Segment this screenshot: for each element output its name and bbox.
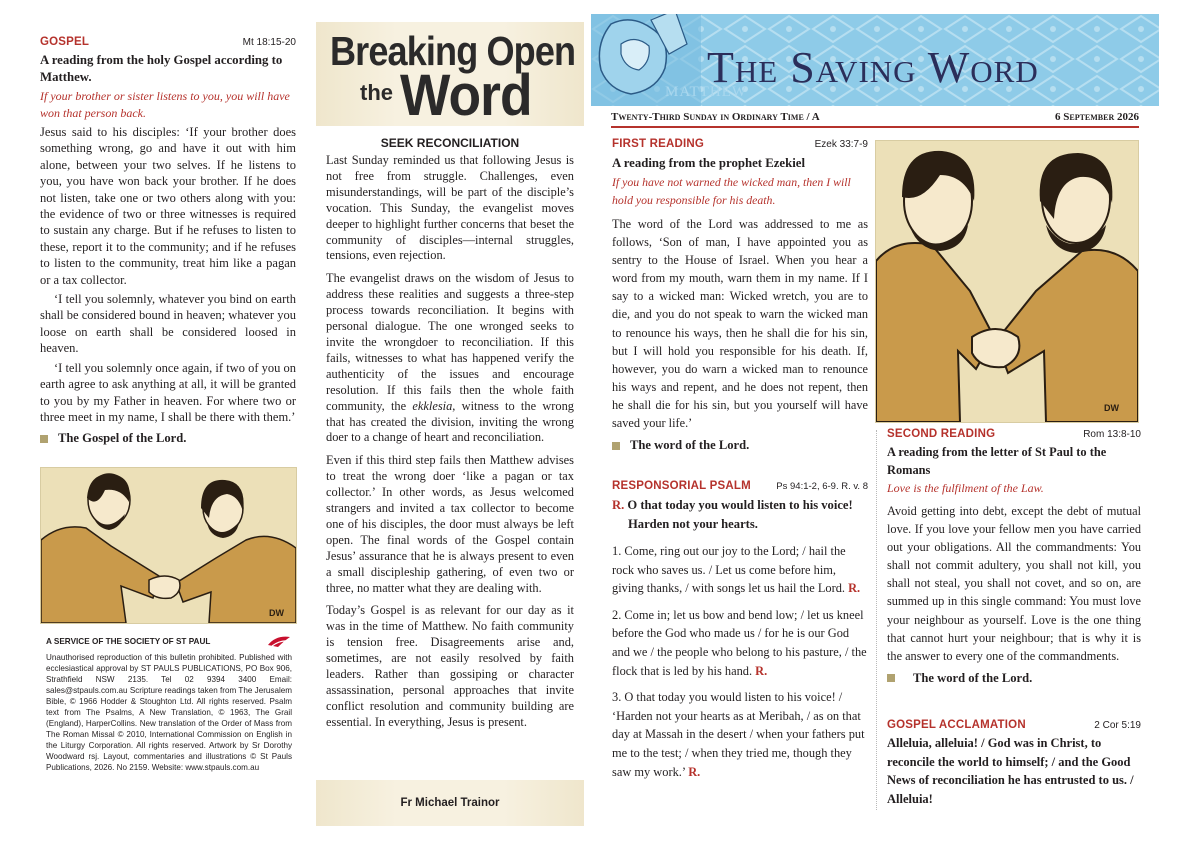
gospel-paragraph: Jesus said to his disciples: ‘If your brother does something wrong, go and have it out with him alone, between your two selves. If he listens to you, you have won back your brother. If he does not listen, take one or two others along with you: the evidence of two or three witnesses is required to sustain any charge. But if he refuses to listen to these, report it to the community; and if he refuses to listen to the community, treat him like a pagan or a tax collector. <box>40 125 296 287</box>
second-reading-closing <box>887 671 1141 686</box>
second-reading-theme: Love is the fulfilment of the Law. <box>887 481 1044 495</box>
gospel-heading: GOSPEL <box>40 36 90 48</box>
psalm-verse <box>612 688 868 781</box>
first-reading-closing <box>612 438 868 453</box>
society-text: Unauthorised reproduction of this bulletin prohibited. Published with ecclesiastical approval by ST PAULS PUBLICATIONS, PO Box 906, Strathfield NSW 2135. Tel 02 9394 3400 Email: sales@stpauls.com.au Scripture readings taken from The Jerusalem Bible, © 1966 Hodder & Stoughton Ltd. All rights reserved. Psalm text from The Psalms, A New Translation, © 1963, The Grail (England), HarperCollins. New translation of the Order of Mass from The Roman Missal © 2010, International Commission on English in the Liturgy Corporation. All rights reserved. Artwork by Sr Dorothy Woodward rsj. Layout, commentaries and illustrations © St Pauls Publications, 2026. No 2159. Website: www.stpauls.com.au <box>46 653 292 773</box>
bow-logo <box>316 22 584 126</box>
sunday-title: Twenty-Third Sunday in Ordinary Time / A <box>611 111 820 123</box>
masthead-title: The Saving Word <box>707 43 1039 92</box>
artwork-signature: DW <box>1104 403 1119 413</box>
bow-title-line1: Breaking Open <box>330 28 576 74</box>
first-reading-heading: FIRST READING <box>612 138 705 150</box>
first-reading-closing-text: The word of the Lord. <box>630 438 750 453</box>
psalm-verse <box>612 606 868 680</box>
psalm-verse-text: 2. Come in; let us bow and bend low; / let us kneel before the God who made us / for he is our God and we / the people who belong to his pasture, / the flock that is led by his hand. <box>612 607 867 678</box>
bow-title-the: the <box>360 80 393 105</box>
first-reading-section <box>612 138 868 453</box>
banner-matthew-text: MATTHEW <box>665 84 747 100</box>
gospel-text <box>40 124 296 425</box>
gospel-paragraph: ‘I tell you solemnly, whatever you bind on earth shall be considered bound in heaven; whatever you loose on earth shall be considered loosed in heaven. <box>40 292 296 356</box>
response-marker: R. <box>688 764 701 779</box>
second-reading-closing-text: The word of the Lord. <box>913 670 1033 685</box>
first-reading-text: The word of the Lord was addressed to me as follows, ‘Son of man, I have appointed you as sentry to the House of Israel. When you hear a word from my mouth, warn them in my name. If I say to a wicked man: Wicked wretch, you are to die, and you do not speak to warn the wicked man to renounce his ways, then he shall die for his sin, but I will hold you responsible for his death. If, however, you do warn a wicked man to renounce his ways and repent, and he does not repent, then he shall die for his sin, but you yourself will have saved your life.’ <box>612 217 868 431</box>
psalm-verse-text: 1. Come, ring out our joy to the Lord; / hail the rock who saves us. / Let us come before him, giving thanks, / with songs let us hail the Lord. <box>612 544 846 596</box>
commentary-title: SEEK RECONCILIATION <box>380 136 520 150</box>
two-men-illustration <box>41 468 296 623</box>
psalm-verses <box>612 542 868 781</box>
acclamation-heading: GOSPEL ACCLAMATION <box>887 719 1026 731</box>
gospel-section <box>40 36 296 446</box>
gospel-paragraph: ‘I tell you solemnly once again, if two of you on earth agree to ask anything at all, it will be granted to you by my Father in heaven. For where two or three meet in my name, I shall be there with them.’ <box>40 360 296 424</box>
first-reading-ref: Ezek 33:7-9 <box>814 139 868 150</box>
bow-title-word: Word <box>400 63 532 128</box>
commentary-paragraph-part: , witness to the wrong that has created the division, inviting the wrong doer to a change of heart and reconciliation. <box>326 398 574 445</box>
masthead-subline <box>611 111 1139 128</box>
response-marker: R. <box>755 663 768 678</box>
gospel-intro: A reading from the holy Gospel according to Matthew. <box>40 53 283 84</box>
commentary-paragraph: Even if this third step fails then Matthew advises to treat the wrong doer ‘like a pagan or tax collector.’ In other words, as Jesus welcomed strangers and invited a tax collector to become one of his disciples, the door must always be left open. The final words of the Gospel contain Jesus’ assurance that he is always present to even a small discipleship gathering, of even two or three, no matter what they are dealing with. <box>326 453 574 595</box>
second-reading-section <box>887 428 1141 686</box>
first-reading-theme: If you have not warned the wicked man, then I will hold you responsible for his death. <box>612 175 851 207</box>
bullet-square-icon <box>40 435 48 443</box>
gospel-closing <box>40 431 296 446</box>
second-reading-ref: Rom 13:8-10 <box>1083 429 1141 440</box>
psalm-ref: Ps 94:1-2, 6-9. R. v. 8 <box>776 481 868 492</box>
illustration-left <box>40 467 297 624</box>
psalm-verse <box>612 542 868 598</box>
bullet-square-icon <box>612 442 620 450</box>
masthead-banner <box>591 14 1159 106</box>
gospel-closing-text: The Gospel of the Lord. <box>58 431 187 446</box>
acclamation-section <box>887 719 1141 808</box>
commentary-text <box>326 153 574 731</box>
ekklesia-term: ekklesia <box>412 398 453 413</box>
second-reading-heading: SECOND READING <box>887 428 996 440</box>
two-men-illustration <box>876 141 1138 422</box>
response-line1: O that today you would listen to his voice! <box>627 498 853 512</box>
commentary-paragraph: Last Sunday reminded us that following Jesus is not free from struggle. Challenges, even misunderstandings, will be part of the disciple’s vocation. This Sunday, the evangelist moves deeper to highlight further concerns that beset the community of disciples—internal struggles, tensions, even rejection. <box>326 153 574 263</box>
response-marker: R. <box>612 498 625 512</box>
commentary-paragraph: Today’s Gospel is as relevant for our day as it was in the time of Matthew. No faith community is tension free. Disagreements arise and, sometimes, are not easily resolved by faith leaders. Rather than gossiping or character assassination, personal approaches that invite conflict resolution and community building are essential. In everything, Jesus is present. <box>326 603 574 729</box>
response-marker: R. <box>848 581 861 596</box>
st-pauls-logo-icon <box>266 633 292 649</box>
response-line2: Harden not your hearts. <box>628 517 758 531</box>
psalm-heading: RESPONSORIAL PSALM <box>612 480 751 492</box>
society-heading: A SERVICE OF THE SOCIETY OF ST PAUL <box>46 636 211 646</box>
author-name: Fr Michael Trainor <box>400 797 500 809</box>
psalm-section <box>612 480 868 781</box>
psalm-response <box>612 496 868 534</box>
gospel-ref: Mt 18:15-20 <box>242 37 296 48</box>
commentary-paragraph-part: The evangelist draws on the wisdom of Jesus to address these realities and suggests a three-step process towards reconciliation. It begins with personal dialogue. The one wronged seeks to invite the wrongdoer to reconciliation. If this fails, witnesses to what has happened verify the authenticity of the issues and encourage resolution. If this fails then the whole faith community, the <box>326 271 574 413</box>
column-divider <box>876 430 877 810</box>
gospel-theme: If your brother or sister listens to you, you will have won that person back. <box>40 89 290 120</box>
second-reading-intro: A reading from the letter of St Paul to the Romans <box>887 445 1107 477</box>
author-banner <box>316 780 584 826</box>
psalm-verse-text: 3. O that today you would listen to his voice! / ‘Harden not your hearts as at Meribah, / as on that day at Massah in the desert / when your fathers put me to the test; / when they tried me, though they saw my work.’ <box>612 690 865 779</box>
second-reading-text: Avoid getting into debt, except the debt of mutual love. If you love your fellow men you have carried out your obligations. All the commandments: You shall not commit adultery, you shall not kill, you shall not steal, you shall not covet, and so on, are summed up in this single command: You must love your neighbour as yourself. Love is the one thing that cannot hurt your neighbour; that is why it is the answer to every one of the commandments. <box>887 504 1141 663</box>
first-reading-intro: A reading from the prophet Ezekiel <box>612 156 806 170</box>
artwork-signature: DW <box>269 608 284 618</box>
bullet-square-icon <box>887 674 895 682</box>
acclamation-ref: 2 Cor 5:19 <box>1094 720 1141 731</box>
commentary-paragraph <box>326 271 574 446</box>
society-notice <box>46 633 292 774</box>
sunday-date: 6 September 2026 <box>1054 111 1139 123</box>
commentary-section <box>326 136 574 731</box>
illustration-right <box>875 140 1139 423</box>
acclamation-text: Alleluia, alleluia! / God was in Christ, to reconcile the world to himself; / and the Good News of reconciliation he has entrusted to us. / Alleluia! <box>887 736 1134 806</box>
